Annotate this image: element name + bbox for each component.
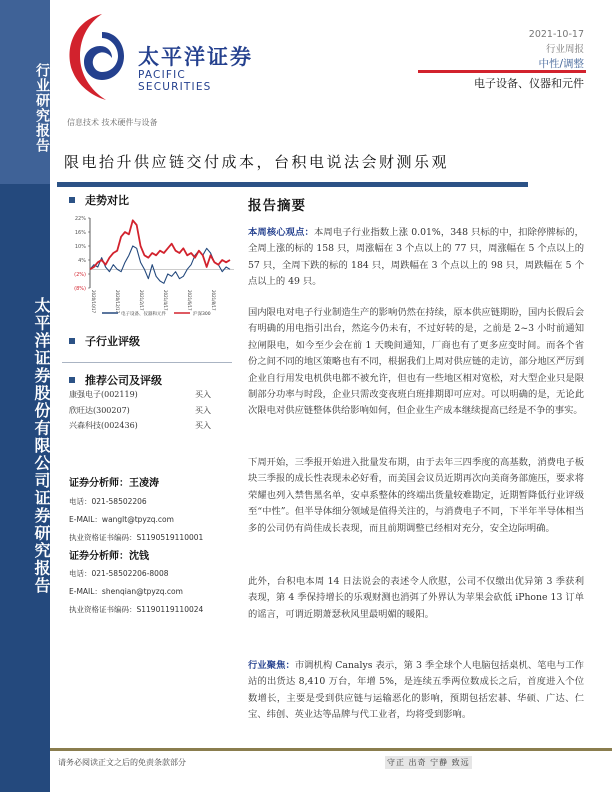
logo-name-en: PACIFIC SECURITIES	[138, 69, 212, 93]
footer-rule	[50, 748, 612, 751]
trend-chart	[62, 210, 238, 320]
analyst-2-name: 证券分析师：沈钱	[69, 551, 149, 562]
report-title: 限电抬升供应链交付成本，台积电说法会财测乐观	[64, 153, 450, 171]
industry-focus-label: 行业聚焦：	[248, 660, 295, 671]
left-divider	[62, 362, 232, 363]
stock-row	[69, 405, 229, 416]
stock-rating: 买入	[195, 406, 211, 415]
footer-motto: 守正 出奇 宁静 致远	[387, 758, 470, 767]
recommend-heading-label: 推荐公司及评级	[85, 374, 162, 387]
analyst-1-phone: 电话：021-58502206	[69, 497, 147, 506]
header-red-rule	[418, 70, 586, 73]
stock-name: 康强电子(002119)	[69, 390, 138, 399]
logo-name-cn: 太平洋证券	[138, 45, 253, 69]
bullet-square-icon	[69, 377, 75, 383]
logo-mark-icon	[62, 10, 132, 100]
stock-name: 欣旺达(300207)	[69, 406, 130, 415]
sub-rating-heading-label: 子行业评级	[85, 335, 140, 348]
stock-row	[69, 420, 229, 431]
stock-row	[69, 389, 229, 400]
industry-rating: 中性/调整	[538, 58, 584, 70]
analyst-2-email[interactable]: E-MAIL：shenqian@tpyzq.com	[69, 587, 183, 596]
analyst-1-license: 执业资格证书编码：S1190519110001	[69, 533, 204, 542]
report-type: 行业周报	[545, 44, 584, 55]
industry-sector: 电子设备、仪器和元件	[474, 77, 584, 90]
analyst-2-phone: 电话：021-58502206-8008	[69, 569, 169, 578]
svg-text:4%: 4%	[78, 258, 86, 264]
bullet-square-icon	[69, 197, 75, 203]
trend-heading	[69, 192, 129, 208]
svg-text:16%: 16%	[74, 230, 86, 236]
footer-disclaimer: 请务必阅读正文之后的免责条款部分	[58, 758, 186, 767]
sidebar-company-label: 太平洋证券股份有限公司证券研究报告	[32, 297, 51, 595]
analyst-1-name: 证券分析师：王凌涛	[69, 478, 159, 489]
svg-text:电子设备、仪器和元件: 电子设备、仪器和元件	[121, 312, 166, 317]
svg-text:沪深300: 沪深300	[193, 312, 211, 317]
sidebar-report-type: 行业研究报告	[34, 63, 50, 153]
industry-focus-paragraph	[248, 658, 584, 724]
stock-rating: 买入	[195, 421, 211, 430]
svg-text:2020/12/17: 2020/12/17	[115, 290, 120, 314]
summary-paragraph-4: 此外，台积电本周 14 日法说会的表述令人欣慰，公司不仅缴出优异第 3 季获利表现，第 4 季保持增长的乐观财测也消弭了外界认为苹果会砍低 iPhone 13 订单的谣言，可谓近期萧瑟秋风里最明媚的暖阳。	[248, 576, 584, 620]
industry-category: 信息技术 技术硬件与设备	[67, 118, 158, 127]
analyst-1-email[interactable]: E-MAIL：wanglt@tpyzq.com	[69, 515, 174, 524]
svg-text:2021/4/17: 2021/4/17	[163, 290, 168, 311]
core-view-text: 本周电子行业指数上涨 0.01%，348 只标的中，扣除停牌标的，全周上涨的标的 158 只，周涨幅在 3 个点以上的 77 只，周涨幅在 5 个点以上的 57 只，全周下跌的标的 184 只，周跌幅在 3 个点以上的 98 只，周跌幅在 5 个点以上的 49 只。	[248, 227, 584, 288]
core-view-paragraph	[248, 225, 584, 291]
sub-rating-heading	[69, 333, 140, 349]
svg-text:10%: 10%	[74, 244, 86, 250]
title-rule	[57, 182, 528, 187]
svg-text:2021/6/17: 2021/6/17	[187, 290, 192, 311]
summary-paragraph-3: 下周开始，三季报开始进入批量发布期，由于去年三四季度的高基数，消费电子板块三季报的成长性表现未必好看，而美国会议员近期再次向美商务部施压，要求将荣耀也列入禁售黑名单，安卓系整体的终端出货量较难勘定，近期暂降低行业评级至“中性”。但半导体细分领域是值得关注的，与消费电子不同，下半年半导体相当多的公司仍有尚佳成长表现，而且前期调整已经相对充分，安全边际明确。	[248, 457, 584, 534]
svg-text:2021/2/17: 2021/2/17	[139, 290, 144, 311]
svg-text:2020/10/17: 2020/10/17	[91, 290, 96, 314]
stock-rating: 买入	[195, 390, 211, 399]
industry-focus-text: 市调机构 Canalys 表示，第 3 季全球个人电脑包括桌机、笔电与工作站的出货达 8,410 万台，年增 5%，是连续五季两位数成长之后，首度进入个位数增长，主要是受到供应链与运输恶化的影响，预期包括宏碁、华硕、广达、仁宝、纬创、英业达等品牌与代工业者，均将受到影响。	[248, 660, 584, 721]
svg-text:22%: 22%	[74, 216, 86, 222]
svg-text:2021/8/17: 2021/8/17	[211, 290, 216, 311]
analyst-2-license: 执业资格证书编码：S1190119110024	[69, 605, 204, 614]
stock-name: 兴森科技(002436)	[69, 421, 138, 430]
trend-heading-label: 走势对比	[85, 194, 129, 207]
summary-heading: 报告摘要	[248, 198, 306, 214]
report-meta	[529, 27, 584, 72]
core-view-label: 本周核心观点：	[248, 227, 314, 238]
summary-paragraph-2: 国内限电对电子行业制造生产的影响仍然在持续，原本供应链期盼，国内长假后会有明确的用电指引出台，然迄今仍未有，不过好转的是，之前是 2~3 小时前通知拉闸限电，如今至少会在前 1 天晚间通知，厂商也有了更多应变时间。而各个省份之间不同的地区策略也有不同，根据我们上周对供应链的走访，部分地区严厉到企业自行用发电机供电都不被允许，但也有一些地区相对宽松，对大型企业只是限制部分功率与时段，企业只需改变夜班白班排期即可应对。可以明确的是，无论此次限电对供应链整体供给影响如何，但企业生产成本继续提高已经是不争的事实。	[248, 307, 584, 417]
svg-text:(2%): (2%)	[74, 272, 86, 278]
report-date: 2021-10-17	[528, 29, 584, 40]
company-logo	[62, 10, 262, 100]
trend-chart-plot	[62, 210, 238, 320]
svg-text:(8%): (8%)	[74, 286, 86, 292]
recommend-heading	[69, 372, 162, 388]
bullet-square-icon	[69, 338, 75, 344]
